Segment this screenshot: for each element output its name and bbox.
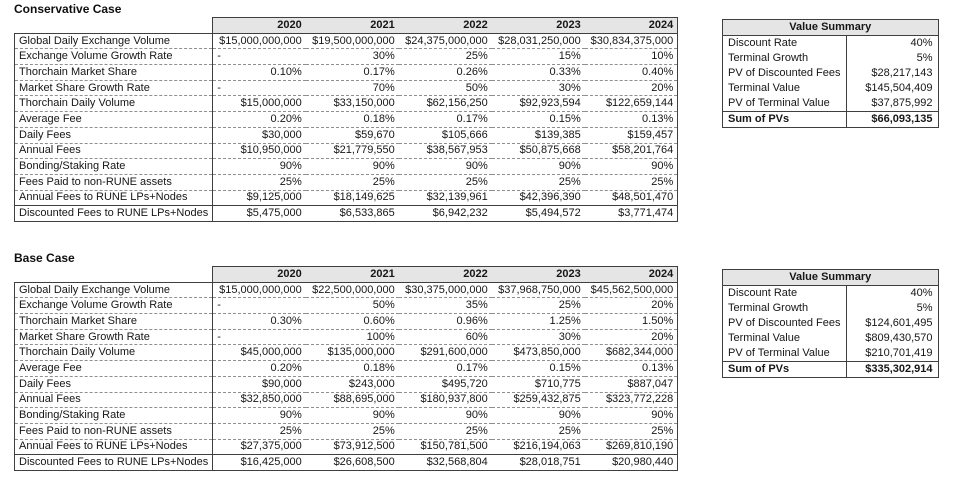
value-cell: 90%	[492, 159, 585, 175]
row-label-cell: Exchange Volume Growth Rate	[15, 298, 213, 314]
value-cell: $243,000	[306, 376, 399, 392]
value-cell: 35%	[399, 298, 492, 314]
value-cell: $45,562,500,000	[585, 282, 678, 298]
value-cell: $682,344,000	[585, 345, 678, 361]
row-label-cell: Bonding/Staking Rate	[15, 159, 213, 175]
table-row	[15, 455, 678, 471]
table-row	[15, 345, 678, 361]
value-cell: $32,139,961	[399, 190, 492, 206]
summary-label-cell: PV of Terminal Value	[723, 346, 847, 362]
corner-cell	[15, 267, 213, 283]
summary-value-cell: 40%	[846, 285, 938, 301]
value-cell: 15%	[492, 49, 585, 65]
projection-table	[14, 266, 678, 471]
value-cell: 25%	[492, 298, 585, 314]
table-row	[15, 159, 678, 175]
value-cell: $21,779,550	[306, 143, 399, 159]
value-cell: $16,425,000	[213, 455, 306, 471]
value-cell: $15,000,000	[213, 96, 306, 112]
value-cell: $90,000	[213, 376, 306, 392]
value-cell: 0.18%	[306, 361, 399, 377]
year-header-cell: 2021	[306, 267, 399, 283]
value-cell: $32,850,000	[213, 392, 306, 408]
value-cell: 30%	[492, 329, 585, 345]
table-row	[15, 112, 678, 128]
year-header-row	[15, 18, 678, 34]
value-cell: $88,695,000	[306, 392, 399, 408]
year-header-cell: 2024	[585, 18, 678, 34]
row-label-cell: Average Fee	[15, 361, 213, 377]
value-summary-table	[722, 19, 939, 128]
value-cell: 90%	[399, 408, 492, 424]
table-row	[15, 33, 678, 49]
value-summary-title: Value Summary	[723, 270, 939, 286]
value-cell: 90%	[399, 159, 492, 175]
value-cell: 0.17%	[399, 361, 492, 377]
value-cell: 0.15%	[492, 112, 585, 128]
summary-value-cell: $28,217,143	[846, 66, 938, 81]
value-cell: 90%	[585, 159, 678, 175]
row-label-cell: Annual Fees to RUNE LPs+Nodes	[15, 190, 213, 206]
year-header-cell: 2023	[492, 267, 585, 283]
row-label-cell: Annual Fees to RUNE LPs+Nodes	[15, 439, 213, 455]
value-cell: $33,150,000	[306, 96, 399, 112]
value-cell: 90%	[213, 159, 306, 175]
row-label-cell: Annual Fees	[15, 143, 213, 159]
summary-value-cell: $37,875,992	[846, 96, 938, 112]
value-cell: $150,781,500	[399, 439, 492, 455]
value-cell: $139,385	[492, 127, 585, 143]
row-label-cell: Thorchain Market Share	[15, 314, 213, 330]
value-cell: 20%	[585, 80, 678, 96]
row-label-cell: Thorchain Daily Volume	[15, 345, 213, 361]
summary-label-cell: Discount Rate	[723, 285, 847, 301]
value-cell: $28,031,250,000	[492, 33, 585, 49]
value-cell: 25%	[585, 423, 678, 439]
row-label-cell: Market Share Growth Rate	[15, 80, 213, 96]
summary-label-cell: PV of Discounted Fees	[723, 66, 847, 81]
value-cell: 70%	[306, 80, 399, 96]
value-cell: $38,567,953	[399, 143, 492, 159]
table-row	[15, 127, 678, 143]
value-summary-header-row	[723, 20, 939, 36]
summary-value-cell: $210,701,419	[846, 346, 938, 362]
value-cell: $259,432,875	[492, 392, 585, 408]
summary-label-cell: PV of Discounted Fees	[723, 316, 847, 331]
value-cell: 30%	[492, 80, 585, 96]
value-cell: $24,375,000,000	[399, 33, 492, 49]
year-header-cell: 2022	[399, 18, 492, 34]
value-cell: 90%	[213, 408, 306, 424]
value-cell: 25%	[399, 423, 492, 439]
value-cell: $122,659,144	[585, 96, 678, 112]
value-cell: 10%	[585, 49, 678, 65]
value-summary-table	[722, 269, 939, 378]
value-cell: 20%	[585, 329, 678, 345]
value-cell: $42,396,390	[492, 190, 585, 206]
summary-value-cell: $809,430,570	[846, 331, 938, 346]
value-cell: $6,533,865	[306, 206, 399, 222]
summary-row	[723, 316, 939, 331]
table-row	[15, 408, 678, 424]
year-header-row	[15, 267, 678, 283]
value-cell: $73,912,500	[306, 439, 399, 455]
value-cell: 1.25%	[492, 314, 585, 330]
summary-row	[723, 285, 939, 301]
value-cell: $58,201,764	[585, 143, 678, 159]
value-cell: $15,000,000,000	[213, 33, 306, 49]
row-label-cell: Thorchain Market Share	[15, 65, 213, 81]
row-label-cell: Daily Fees	[15, 127, 213, 143]
value-cell: -	[213, 80, 306, 96]
summary-value-cell: 5%	[846, 301, 938, 316]
value-cell: -	[213, 49, 306, 65]
row-label-cell: Thorchain Daily Volume	[15, 96, 213, 112]
row-label-cell: Fees Paid to non-RUNE assets	[15, 174, 213, 190]
table-row	[15, 423, 678, 439]
row-label-cell: Fees Paid to non-RUNE assets	[15, 423, 213, 439]
year-header-cell: 2021	[306, 18, 399, 34]
value-cell: $22,500,000,000	[306, 282, 399, 298]
value-cell: $18,149,625	[306, 190, 399, 206]
value-cell: 0.33%	[492, 65, 585, 81]
row-label-cell: Discounted Fees to RUNE LPs+Nodes	[15, 455, 213, 471]
value-cell: 25%	[492, 423, 585, 439]
value-cell: $26,608,500	[306, 455, 399, 471]
summary-value-cell: 5%	[846, 51, 938, 66]
value-cell: $37,968,750,000	[492, 282, 585, 298]
row-label-cell: Daily Fees	[15, 376, 213, 392]
summary-label-cell: Terminal Value	[723, 81, 847, 96]
summary-row	[723, 35, 939, 51]
value-cell: 90%	[306, 159, 399, 175]
value-cell: $10,950,000	[213, 143, 306, 159]
summary-label-cell: Terminal Growth	[723, 301, 847, 316]
table-row	[15, 282, 678, 298]
value-cell: $15,000,000,000	[213, 282, 306, 298]
value-cell: $135,000,000	[306, 345, 399, 361]
summary-row	[723, 81, 939, 96]
value-cell: 0.20%	[213, 112, 306, 128]
value-cell: $27,375,000	[213, 439, 306, 455]
value-cell: 0.17%	[399, 112, 492, 128]
value-summary-title: Value Summary	[723, 20, 939, 36]
value-cell: 0.18%	[306, 112, 399, 128]
table-row	[15, 298, 678, 314]
summary-label-cell: Terminal Value	[723, 331, 847, 346]
value-cell: 25%	[306, 174, 399, 190]
row-label-cell: Discounted Fees to RUNE LPs+Nodes	[15, 206, 213, 222]
value-cell: $92,923,594	[492, 96, 585, 112]
value-summary-header-row	[723, 270, 939, 286]
value-cell: $30,834,375,000	[585, 33, 678, 49]
value-cell: $30,000	[213, 127, 306, 143]
summary-label-cell: Sum of PVs	[723, 362, 847, 378]
year-header-cell: 2023	[492, 18, 585, 34]
row-label-cell: Average Fee	[15, 112, 213, 128]
value-cell: $45,000,000	[213, 345, 306, 361]
summary-row	[723, 362, 939, 378]
table-row	[15, 65, 678, 81]
summary-label-cell: PV of Terminal Value	[723, 96, 847, 112]
value-cell: $323,772,228	[585, 392, 678, 408]
value-cell: 25%	[306, 423, 399, 439]
value-cell: $710,775	[492, 376, 585, 392]
value-cell: $20,980,440	[585, 455, 678, 471]
value-cell: 0.13%	[585, 112, 678, 128]
table-row	[15, 49, 678, 65]
row-label-cell: Global Daily Exchange Volume	[15, 33, 213, 49]
table-row	[15, 96, 678, 112]
case-title: Conservative Case	[14, 2, 122, 16]
value-cell: $5,494,572	[492, 206, 585, 222]
table-row	[15, 174, 678, 190]
value-cell: $473,850,000	[492, 345, 585, 361]
value-cell: 30%	[306, 49, 399, 65]
year-header-cell: 2020	[213, 267, 306, 283]
table-row	[15, 206, 678, 222]
value-cell: $59,670	[306, 127, 399, 143]
value-cell: 0.10%	[213, 65, 306, 81]
value-cell: $269,810,190	[585, 439, 678, 455]
table-row	[15, 143, 678, 159]
value-cell: $291,600,000	[399, 345, 492, 361]
value-cell: $887,047	[585, 376, 678, 392]
value-cell: 20%	[585, 298, 678, 314]
value-cell: $9,125,000	[213, 190, 306, 206]
summary-row	[723, 301, 939, 316]
projection-table	[14, 17, 678, 222]
table-row	[15, 80, 678, 96]
summary-label-cell: Discount Rate	[723, 35, 847, 51]
year-header-cell: 2022	[399, 267, 492, 283]
value-cell: -	[213, 298, 306, 314]
value-cell: $50,875,668	[492, 143, 585, 159]
value-cell: $19,500,000,000	[306, 33, 399, 49]
summary-row	[723, 66, 939, 81]
table-row	[15, 392, 678, 408]
summary-value-cell: $124,601,495	[846, 316, 938, 331]
value-cell: 90%	[306, 408, 399, 424]
value-cell: -	[213, 329, 306, 345]
summary-label-cell: Terminal Growth	[723, 51, 847, 66]
value-cell: $30,375,000,000	[399, 282, 492, 298]
summary-row	[723, 346, 939, 362]
table-row	[15, 376, 678, 392]
table-row	[15, 361, 678, 377]
table-row	[15, 329, 678, 345]
value-cell: $62,156,250	[399, 96, 492, 112]
value-cell: 100%	[306, 329, 399, 345]
row-label-cell: Market Share Growth Rate	[15, 329, 213, 345]
value-cell: 90%	[492, 408, 585, 424]
summary-value-cell: 40%	[846, 35, 938, 51]
value-cell: 0.30%	[213, 314, 306, 330]
summary-row	[723, 51, 939, 66]
summary-value-cell: $66,093,135	[846, 112, 938, 128]
value-cell: $28,018,751	[492, 455, 585, 471]
summary-row	[723, 112, 939, 128]
value-cell: $159,457	[585, 127, 678, 143]
value-cell: 25%	[492, 174, 585, 190]
value-cell: 50%	[306, 298, 399, 314]
value-cell: 0.60%	[306, 314, 399, 330]
value-cell: $495,720	[399, 376, 492, 392]
value-cell: 60%	[399, 329, 492, 345]
value-cell: 0.20%	[213, 361, 306, 377]
value-cell: $32,568,804	[399, 455, 492, 471]
value-cell: 90%	[585, 408, 678, 424]
value-cell: 25%	[399, 49, 492, 65]
value-cell: 25%	[213, 174, 306, 190]
value-cell: $5,475,000	[213, 206, 306, 222]
year-header-cell: 2024	[585, 267, 678, 283]
value-cell: $180,937,800	[399, 392, 492, 408]
table-row	[15, 439, 678, 455]
value-cell: 1.50%	[585, 314, 678, 330]
value-cell: $105,666	[399, 127, 492, 143]
year-header-cell: 2020	[213, 18, 306, 34]
value-cell: 0.26%	[399, 65, 492, 81]
row-label-cell: Bonding/Staking Rate	[15, 408, 213, 424]
row-label-cell: Exchange Volume Growth Rate	[15, 49, 213, 65]
value-cell: 0.15%	[492, 361, 585, 377]
value-cell: $6,942,232	[399, 206, 492, 222]
table-row	[15, 314, 678, 330]
summary-row	[723, 331, 939, 346]
value-cell: 25%	[399, 174, 492, 190]
value-cell: 0.13%	[585, 361, 678, 377]
corner-cell	[15, 18, 213, 34]
value-cell: $216,194,063	[492, 439, 585, 455]
table-row	[15, 190, 678, 206]
summary-value-cell: $145,504,409	[846, 81, 938, 96]
value-cell: $48,501,470	[585, 190, 678, 206]
value-cell: 25%	[585, 174, 678, 190]
value-cell: 0.96%	[399, 314, 492, 330]
summary-value-cell: $335,302,914	[846, 362, 938, 378]
value-cell: 0.17%	[306, 65, 399, 81]
row-label-cell: Annual Fees	[15, 392, 213, 408]
summary-row	[723, 96, 939, 112]
value-cell: 0.40%	[585, 65, 678, 81]
summary-label-cell: Sum of PVs	[723, 112, 847, 128]
row-label-cell: Global Daily Exchange Volume	[15, 282, 213, 298]
value-cell: 25%	[213, 423, 306, 439]
value-cell: $3,771,474	[585, 206, 678, 222]
case-title: Base Case	[14, 251, 75, 265]
value-cell: 50%	[399, 80, 492, 96]
